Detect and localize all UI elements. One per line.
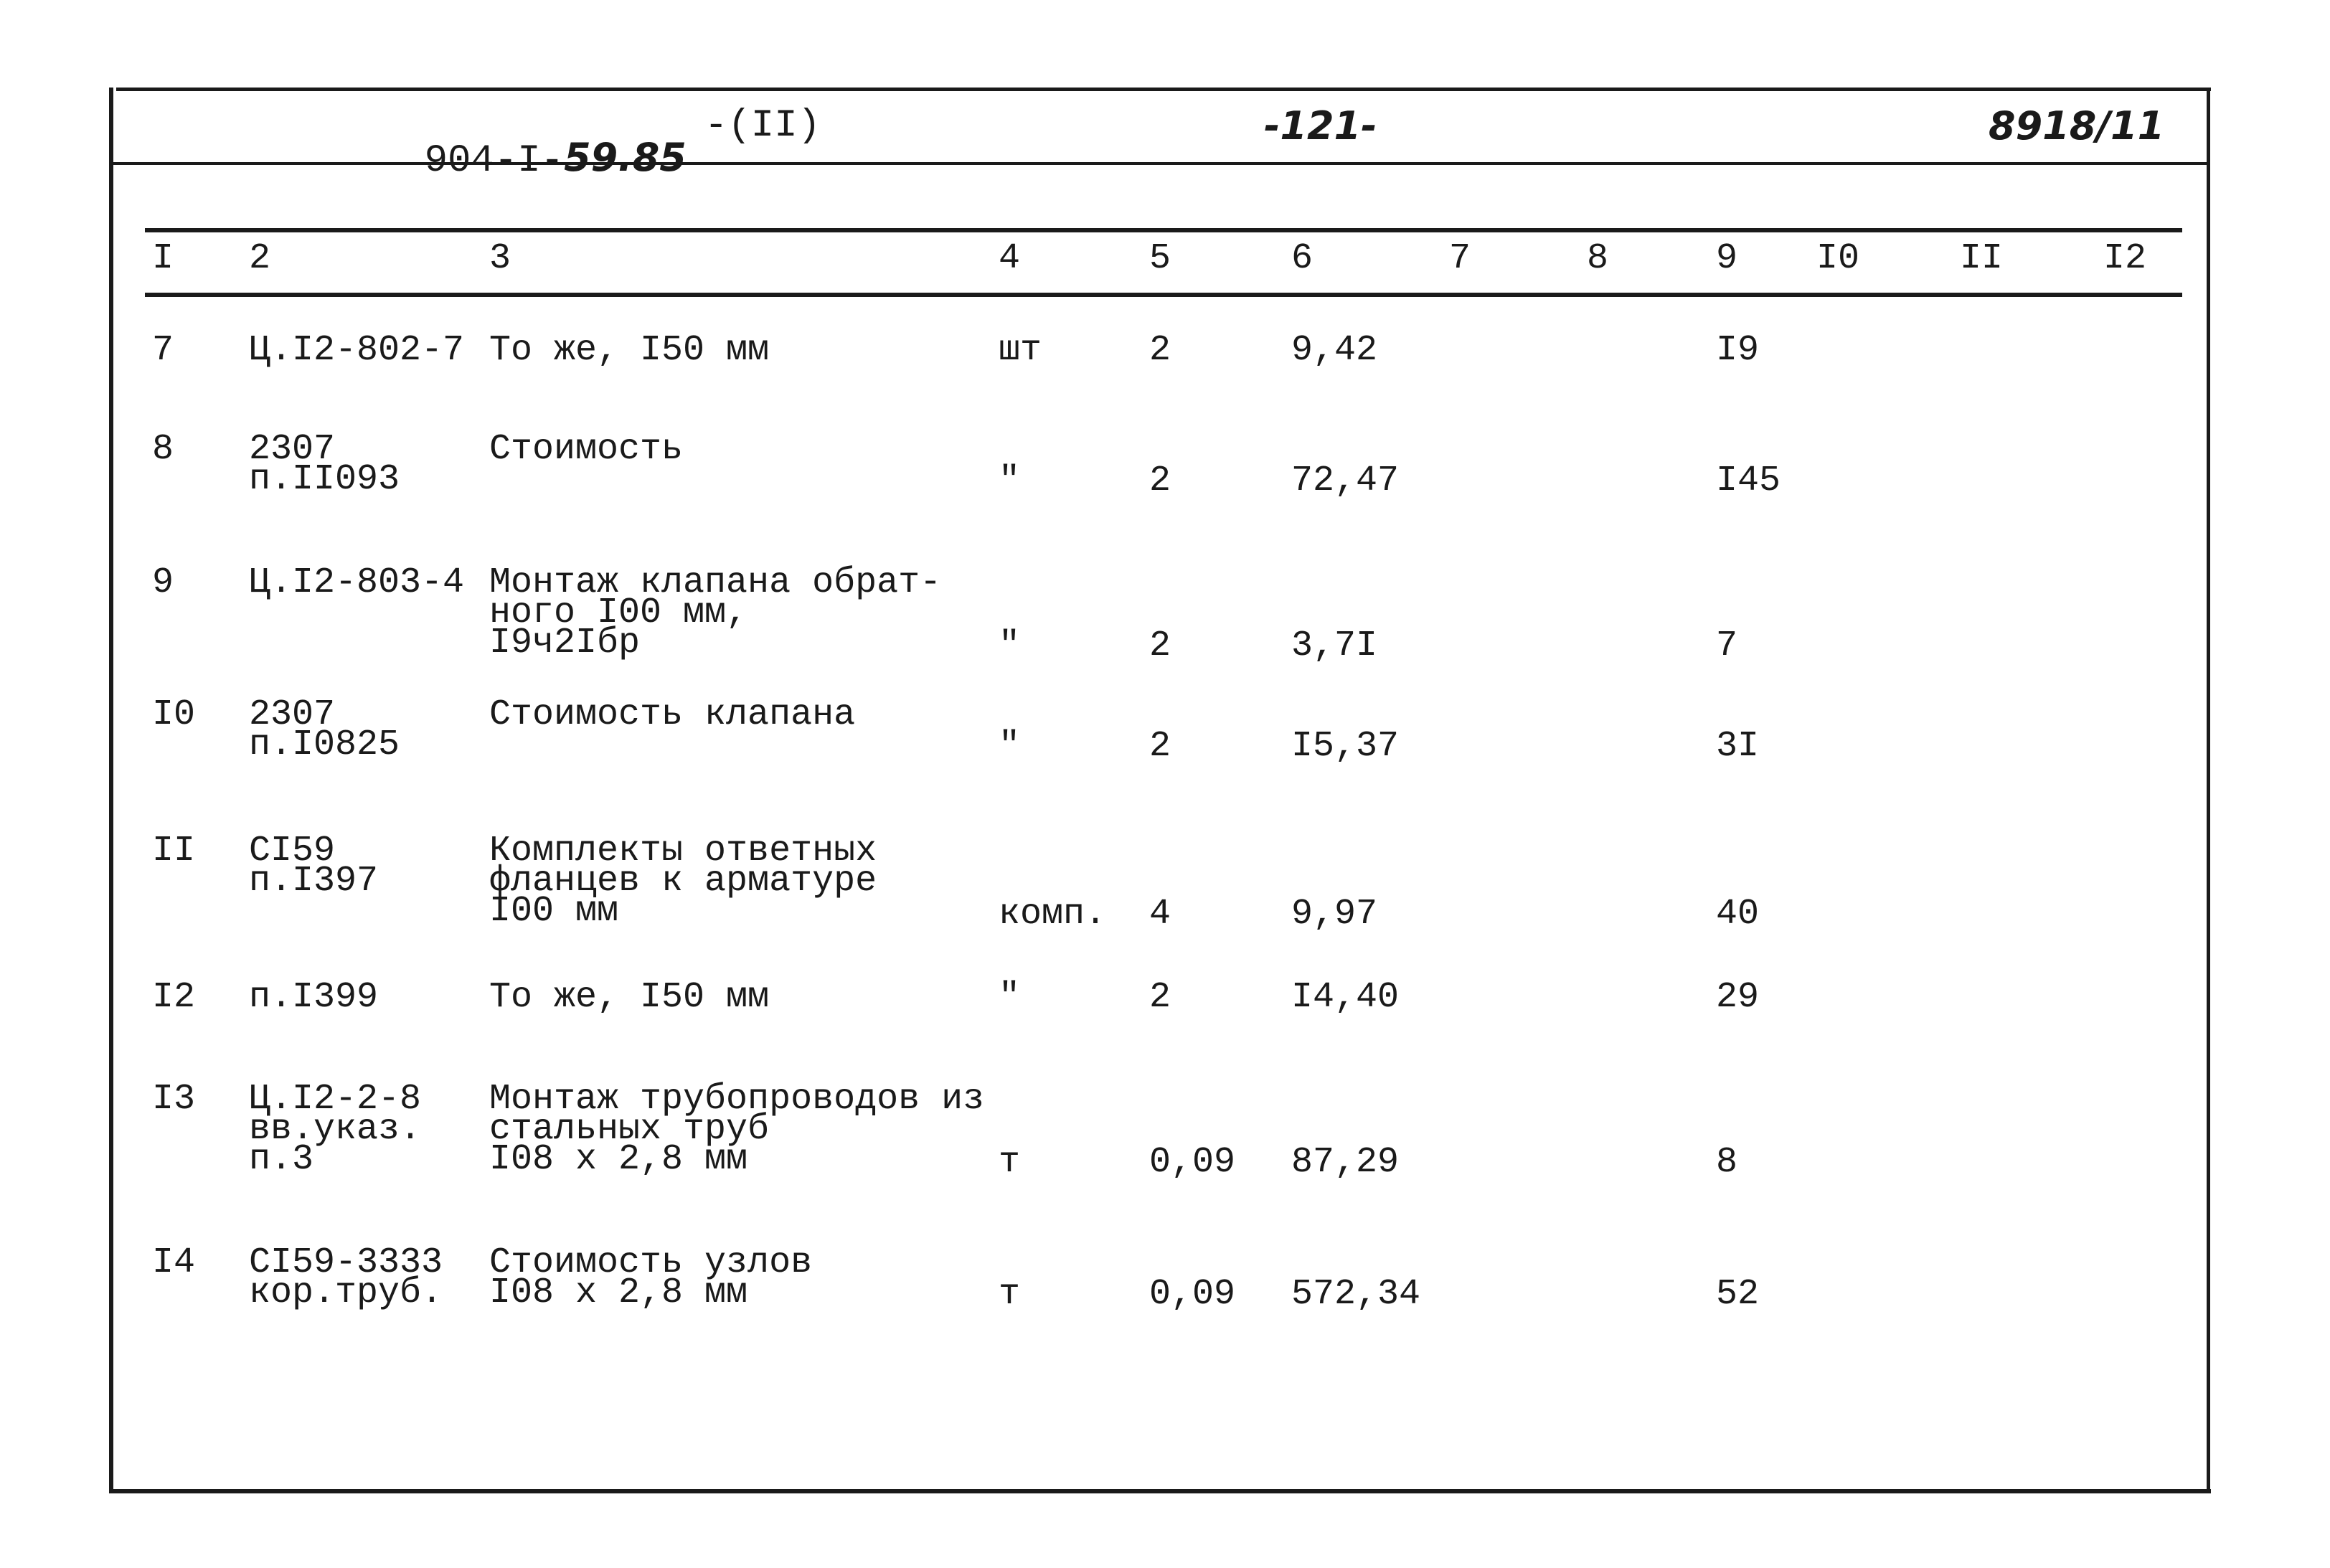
row-unit-price: I4,40 xyxy=(1291,977,1400,1018)
row-name: I00 мм xyxy=(489,891,619,932)
row-unit: шт xyxy=(999,330,1042,371)
row-quantity: 2 xyxy=(1149,977,1171,1018)
column-header: 6 xyxy=(1291,238,1313,279)
row-name: То же, I50 мм xyxy=(489,330,770,371)
row-name: Стоимость xyxy=(489,429,684,470)
row-code: Ц.I2-802-7 xyxy=(249,330,465,371)
row-unit: " xyxy=(999,726,1021,767)
row-name: То же, I50 мм xyxy=(489,977,770,1018)
document-code xyxy=(331,110,687,209)
column-header: 9 xyxy=(1716,238,1738,279)
row-unit: т xyxy=(999,1142,1021,1183)
row-number: 8 xyxy=(152,429,174,470)
page-number: -121- xyxy=(1264,103,1377,148)
row-unit: " xyxy=(999,461,1021,501)
column-header: 8 xyxy=(1587,238,1609,279)
row-code: п.II093 xyxy=(249,459,400,500)
sheet-number: 8918/11 xyxy=(1989,103,2165,148)
row-number: 9 xyxy=(152,562,174,603)
row-unit: " xyxy=(999,625,1021,666)
column-header: II xyxy=(1960,238,2004,279)
row-unit-price: 9,42 xyxy=(1291,330,1378,371)
row-number: I3 xyxy=(152,1079,196,1120)
row-unit-price: 87,29 xyxy=(1291,1142,1400,1183)
row-total: 52 xyxy=(1716,1274,1760,1315)
row-number: II xyxy=(152,831,196,872)
row-code: 2307 xyxy=(249,694,336,735)
row-code: Ц.I2-803-4 xyxy=(249,562,465,603)
row-name: Монтаж клапана обрат- xyxy=(489,562,942,603)
row-name: Стоимость клапана xyxy=(489,694,856,735)
row-total: 3I xyxy=(1716,726,1760,767)
row-number: I0 xyxy=(152,694,196,735)
row-total: I9 xyxy=(1716,330,1760,371)
row-number: 7 xyxy=(152,330,174,371)
row-total: 40 xyxy=(1716,894,1760,935)
row-name: стальных труб xyxy=(489,1109,770,1150)
row-code: п.3 xyxy=(249,1139,314,1180)
row-name: I9ч2Iбр xyxy=(489,623,641,663)
row-name: ного I00 мм, xyxy=(489,592,748,633)
row-code: вв.указ. xyxy=(249,1109,422,1150)
frame-left-line xyxy=(109,88,113,1493)
document-code-handwritten: 59.85 xyxy=(564,135,687,180)
row-unit: т xyxy=(999,1274,1021,1315)
row-unit-price: 3,7I xyxy=(1291,625,1378,666)
row-name: I08 х 2,8 мм xyxy=(489,1139,748,1180)
row-code: п.I0825 xyxy=(249,724,400,765)
row-code: п.I399 xyxy=(249,977,379,1018)
row-number: I4 xyxy=(152,1242,196,1283)
column-header: 5 xyxy=(1149,238,1171,279)
row-name: Монтаж трубопроводов из xyxy=(489,1079,985,1120)
row-name: I08 х 2,8 мм xyxy=(489,1272,748,1313)
row-code: 2307 xyxy=(249,429,336,470)
row-quantity: 2 xyxy=(1149,330,1171,371)
row-name: Комплекты ответных xyxy=(489,831,877,872)
row-name: фланцев к арматуре xyxy=(489,861,877,902)
row-unit-price: 9,97 xyxy=(1291,894,1378,935)
row-quantity: 2 xyxy=(1149,625,1171,666)
frame-right-line xyxy=(2207,88,2210,1493)
row-unit-price: I5,37 xyxy=(1291,726,1400,767)
row-total: 29 xyxy=(1716,977,1760,1018)
column-header: I0 xyxy=(1816,238,1860,279)
row-quantity: 2 xyxy=(1149,461,1171,501)
row-unit-price: 572,34 xyxy=(1291,1274,1421,1315)
frame-bottom-line xyxy=(110,1489,2211,1493)
frame-top-line xyxy=(116,88,2211,91)
column-header: 2 xyxy=(249,238,271,279)
row-unit: комп. xyxy=(999,894,1107,935)
row-code: кор.труб. xyxy=(249,1272,443,1313)
document-part: -(II) xyxy=(704,104,821,148)
column-header: I xyxy=(152,238,174,279)
row-quantity: 0,09 xyxy=(1149,1142,1236,1183)
row-total: 8 xyxy=(1716,1142,1738,1183)
row-quantity: 0,09 xyxy=(1149,1274,1236,1315)
document-code-printed: 904-I- xyxy=(424,139,565,183)
row-number: I2 xyxy=(152,977,196,1018)
row-total: I45 xyxy=(1716,461,1781,501)
row-code: СI59 xyxy=(249,831,336,872)
row-code: п.I397 xyxy=(249,861,379,902)
column-header: 7 xyxy=(1449,238,1471,279)
column-header: I2 xyxy=(2103,238,2147,279)
row-code: Ц.I2-2-8 xyxy=(249,1079,422,1120)
document-sheet xyxy=(109,85,2211,1496)
row-quantity: 2 xyxy=(1149,726,1171,767)
table-header-bottom-line xyxy=(145,293,2182,297)
row-total: 7 xyxy=(1716,625,1738,666)
column-header: 3 xyxy=(489,238,511,279)
row-name: Стоимость узлов xyxy=(489,1242,813,1283)
row-unit-price: 72,47 xyxy=(1291,461,1400,501)
row-quantity: 4 xyxy=(1149,894,1171,935)
row-unit: " xyxy=(999,977,1021,1018)
row-code: СI59-3333 xyxy=(249,1242,443,1283)
table-header-top-line xyxy=(145,228,2182,232)
column-header: 4 xyxy=(999,238,1021,279)
